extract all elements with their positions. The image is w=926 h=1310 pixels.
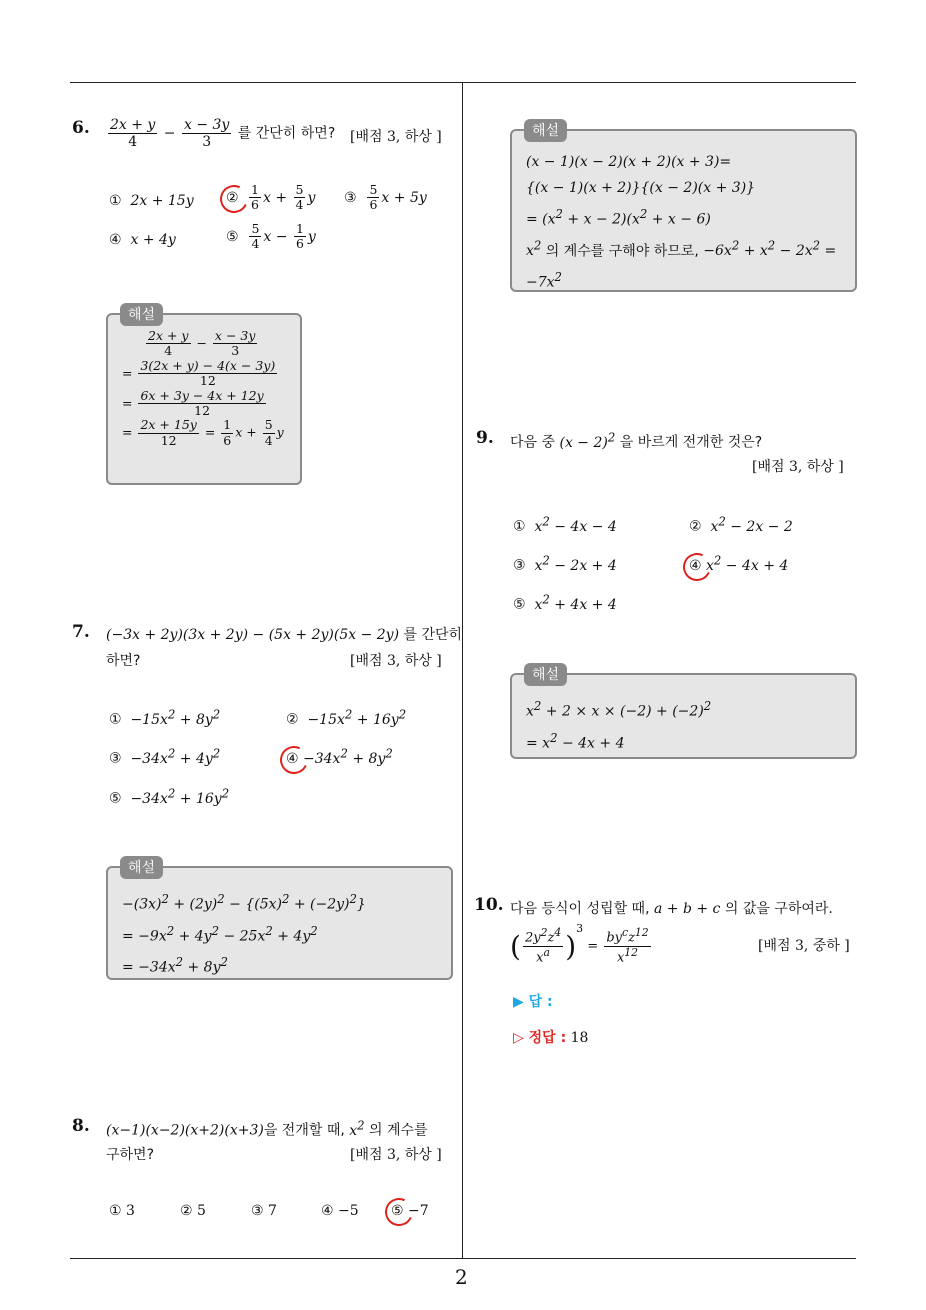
explanation-tag: 해설	[524, 119, 567, 142]
option-4[interactable]: ④ −5	[321, 1203, 359, 1219]
score-label: [배점 3, 하상 ]	[350, 129, 442, 145]
explanation-tag: 해설	[120, 303, 163, 326]
option-2[interactable]: ② $\frac{1}{6}$ x + $\frac{5}{4}$ y	[226, 182, 316, 213]
score-label: [배점 3, 하상 ]	[350, 1147, 442, 1163]
option-4[interactable]: ④ $-34x^2 + 8y^2$	[286, 746, 393, 767]
correct-answer-value: 18	[570, 1030, 589, 1046]
score-label: [배점 3, 하상 ]	[350, 653, 442, 669]
bottom-rule	[70, 1258, 856, 1259]
answer-circle-mark: ④	[286, 750, 299, 767]
question-text: (−3x + 2y)(3x + 2y) − (5x + 2y)(5x − 2y) 를 간단히	[106, 627, 463, 643]
explanation-box: 해설 $\frac{2x + y}{4}$ − $\frac{x - 3y}{3}$ = $\frac{3(2x + y) - 4(x - 3y)}{12}$ = $\frac{6x + 3y - 4x + 12y}{12}$ = $\frac{2x + 15y}{12}$ = $\frac{1}{6}$ x + $\frac{5}{4}$ y	[106, 313, 302, 485]
explanation-tag: 해설	[524, 663, 567, 686]
question-text: 다음 등식이 성립할 때, a + b + c 의 값을 구하여라.	[510, 901, 833, 917]
option-4[interactable]: ④ $x^2 - 4x + 4$	[689, 553, 789, 574]
question-text: $\frac{2x + y}{4}$ − $\frac{x - 3y}{3}$ 를 간단히 하면?	[110, 117, 336, 151]
question-text: 다음 중 $(x - 2)^2$ 을 바르게 전개한 것은?	[510, 430, 763, 451]
question-number: 7.	[72, 622, 90, 642]
option-5[interactable]: ⑤ $x^2 + 4x + 4$	[513, 592, 617, 613]
correct-answer: ▷ 정답 : 18	[513, 1030, 589, 1046]
answer-circle-mark: ⑤	[391, 1203, 404, 1219]
answer-input-label[interactable]: ▶ 답 :	[513, 994, 553, 1010]
question-text-2: 하면?	[106, 653, 141, 669]
option-1[interactable]: ① 2x + 15y	[109, 193, 194, 209]
option-5[interactable]: ⑤ −7	[391, 1203, 429, 1219]
question-number: 8.	[72, 1116, 90, 1136]
score-label: [배점 3, 중하 ]	[758, 938, 850, 954]
option-3[interactable]: ③ $-34x^2 + 4y^2$	[109, 746, 221, 767]
question-number: 9.	[476, 428, 494, 448]
top-rule	[70, 82, 856, 83]
option-5[interactable]: ⑤ $\frac{5}{4}$ x − $\frac{1}{6}$ y	[226, 221, 316, 252]
score-label: [배점 3, 하상 ]	[752, 459, 844, 475]
equation: ( $\frac{2y^2z^4}{x^a}$ )$^3$ = $\frac{by^cz^{12}}{x^{12}}$	[510, 922, 649, 966]
question-number: 10.	[474, 895, 504, 915]
explanation-box: 해설 $-(3x)^2 + (2y)^2 - \{(5x)^2 + (-2y)^2\}$ = $-9x^2 + 4y^2 - 25x^2 + 4y^2$ = $-34x^2 + 8y^2$	[106, 866, 453, 980]
explanation-tag: 해설	[120, 856, 163, 879]
option-2[interactable]: ② 5	[180, 1203, 206, 1219]
question-text-2: 구하면?	[106, 1147, 155, 1163]
explanation-box: 해설 $x^2 + 2 \times x \times (-2) + (-2)^2$ = $x^2 - 4x + 4$	[510, 673, 857, 759]
option-3[interactable]: ③ $x^2 - 2x + 4$	[513, 553, 617, 574]
page-number: 2	[455, 1265, 468, 1289]
option-2[interactable]: ② $x^2 - 2x - 2$	[689, 514, 793, 535]
option-3[interactable]: ③ $\frac{5}{6}$ x + 5y	[344, 182, 427, 213]
option-5[interactable]: ⑤ $-34x^2 + 16y^2$	[109, 786, 230, 807]
option-1[interactable]: ① 3	[109, 1203, 135, 1219]
answer-circle-mark: ②	[226, 189, 239, 206]
question-number: 6.	[72, 118, 90, 138]
option-1[interactable]: ① $-15x^2 + 8y^2$	[109, 707, 221, 728]
question-text: (x−1)(x−2)(x+2)(x+3)을 전개할 때, $x^2$ 의 계수를	[106, 1118, 428, 1139]
explanation-box-8: 해설 (x − 1)(x − 2)(x + 2)(x + 3)= {(x − 1)(x + 2)}{(x − 2)(x + 3)} = $(x^2 + x - 2)(x^2 + x - 6)$ $x^2$ 의 계수를 구해야 하므로, $-6x^2 + x^2 - 2x^2$ = $-7x^2$	[510, 129, 857, 292]
option-1[interactable]: ① $x^2 - 4x - 4$	[513, 514, 617, 535]
option-3[interactable]: ③ 7	[251, 1203, 277, 1219]
option-2[interactable]: ② $-15x^2 + 16y^2$	[286, 707, 407, 728]
answer-circle-mark: ④	[689, 557, 702, 574]
column-divider	[462, 82, 463, 1258]
option-4[interactable]: ④ x + 4y	[109, 232, 176, 248]
